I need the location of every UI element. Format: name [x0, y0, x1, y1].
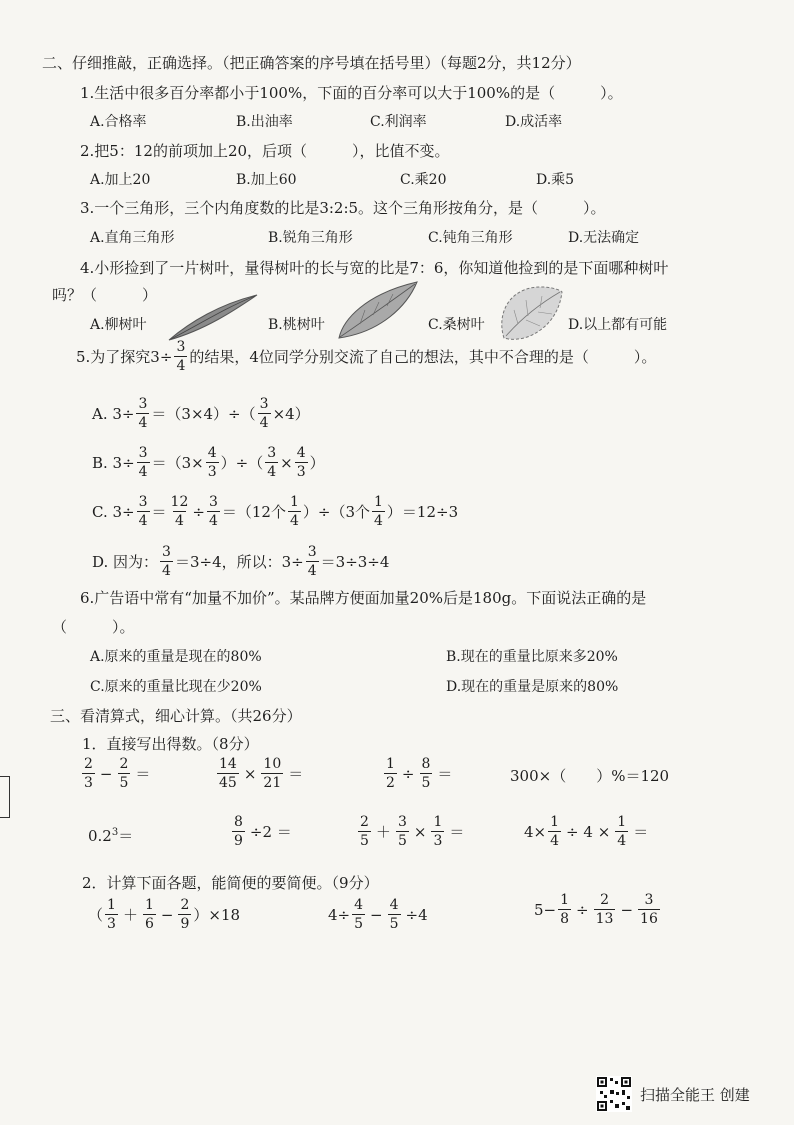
qr-code-icon — [596, 1076, 632, 1112]
q5-stem-suffix: 的结果，4位同学分别交流了自己的想法，其中不合理的是（ ）。 — [189, 348, 657, 366]
part1-title: 1．直接写出得数。（8分） — [82, 735, 259, 753]
calc-3: $\frac{1}{2}$ ÷ $\frac{8}{5}$ ＝ — [386, 756, 453, 791]
q3-option-b: B.锐角三角形 — [268, 230, 353, 246]
q5-option-c: C. 3÷ $\frac{3}{4}$ ＝ $\frac{12}{4}$ ÷ $\frac{3}{4}$ ＝（12个 $\frac{1}{4}$ ）÷（3个 $\frac{1}{4}$ ）＝12÷3 — [92, 494, 459, 529]
q1-option-a: A.合格率 — [90, 114, 147, 130]
peach-leaf-icon — [335, 280, 420, 342]
q4-option-c: C.桑树叶 — [428, 317, 485, 333]
willow-leaf-icon — [165, 292, 260, 344]
section2-title: 二、仔细推敲，正确选择。（把正确答案的序号填在括号里）（每题2分，共12分） — [42, 54, 581, 72]
q2-stem: 2.把5：12的前项加上20，后项（ ），比值不变。 — [80, 142, 450, 160]
q3-option-d: D.无法确定 — [568, 230, 640, 246]
calc-1: $\frac{2}{3}$ − $\frac{2}{5}$ ＝ — [84, 756, 151, 791]
calc-10: 4÷ $\frac{4}{5}$ − $\frac{4}{5}$ ÷4 — [328, 897, 428, 932]
q3-option-a: A.直角三角形 — [90, 230, 175, 246]
q2-option-c: C.乘20 — [400, 172, 447, 188]
q1-option-b: B.出油率 — [236, 114, 293, 130]
q2-option-a: A.加上20 — [90, 172, 151, 188]
q5-option-b: B. 3÷ $\frac{3}{4}$ ＝（3× $\frac{4}{3}$ ）÷（ $\frac{3}{4}$ × $\frac{4}{3}$ ） — [92, 445, 325, 480]
part2-title: 2．计算下面各题，能简便的要简便。（9分） — [82, 874, 379, 892]
calc-5: $0.2^3=$ — [88, 827, 134, 845]
q5-option-a: A. 3÷ $\frac{3}{4}$ ＝（3×4）÷（ $\frac{3}{4}$ ×4） — [92, 396, 310, 431]
section3-title: 三、看清算式，细心计算。（共26分） — [50, 707, 302, 725]
q2-option-b: B.加上60 — [236, 172, 297, 188]
q4-option-a: A.柳树叶 — [90, 317, 147, 333]
q6-option-d: D.现在的重量是原来的80% — [446, 679, 619, 695]
q4-option-b: B.桃树叶 — [268, 317, 325, 333]
calc-2: $\frac{14}{45}$ × $\frac{10}{21}$ ＝ — [219, 756, 304, 791]
q6-option-c: C.原来的重量比现在少20% — [90, 679, 262, 695]
q5-option-d: D. 因为： $\frac{3}{4}$ ＝3÷4，所以：3÷ $\frac{3}{4}$ ＝3÷3÷4 — [92, 544, 390, 579]
q1-stem: 1.生活中很多百分率都小于100%，下面的百分率可以大于100%的是（ ）。 — [80, 84, 623, 102]
calc-9: （ $\frac{1}{3}$ ＋ $\frac{1}{6}$ − $\frac{2}{9}$ ）×18 — [88, 897, 241, 932]
q6-option-a: A.原来的重量是现在的80% — [90, 649, 262, 665]
q4-stem-line1: 4.小形捡到了一片树叶，量得树叶的长与宽的比是7：6，你知道他捡到的是下面哪种树叶 — [80, 259, 669, 277]
q4-option-d: D.以上都有可能 — [568, 317, 668, 333]
q3-option-c: C.钝角三角形 — [428, 230, 513, 246]
q5-stem-fraction: $\frac{3}{4}$ — [176, 339, 186, 374]
calc-11: 5− $\frac{1}{8}$ ÷ $\frac{2}{13}$ − $\frac{3}{16}$ — [534, 892, 658, 927]
calc-8: 4× $\frac{1}{4}$ ÷ 4 × $\frac{1}{4}$ ＝ — [524, 814, 649, 849]
calc-6: $\frac{8}{9}$ ÷2 ＝ — [234, 814, 292, 849]
calc-7: $\frac{2}{5}$ ＋ $\frac{3}{5}$ × $\frac{1}{3}$ ＝ — [360, 814, 465, 849]
q1-option-d: D.成活率 — [505, 114, 563, 130]
calc-4: 300×（ ）%＝120 — [510, 767, 670, 785]
q2-option-d: D.乘5 — [536, 172, 575, 188]
q6-option-b: B.现在的重量比原来多20% — [446, 649, 618, 665]
q6-stem-line2: （ ）。 — [52, 618, 135, 636]
q5-stem — [76, 340, 656, 373]
q6-stem-line1: 6.广告语中常有“加量不加价”。某品牌方便面加量20%后是180g。下面说法正确的是 — [80, 589, 647, 607]
q5-stem-prefix: 5.为了探究3÷ — [76, 348, 173, 366]
q4-stem-line2: 吗？（ ） — [52, 286, 158, 304]
q1-option-c: C.利润率 — [370, 114, 427, 130]
margin-box-edge — [0, 776, 10, 818]
mulberry-leaf-icon — [496, 284, 566, 342]
q3-stem: 3.一个三角形，三个内角度数的比是3:2:5。这个三角形按角分，是（ ）。 — [80, 199, 606, 217]
scanner-watermark: 扫描全能王 创建 — [640, 1086, 750, 1104]
